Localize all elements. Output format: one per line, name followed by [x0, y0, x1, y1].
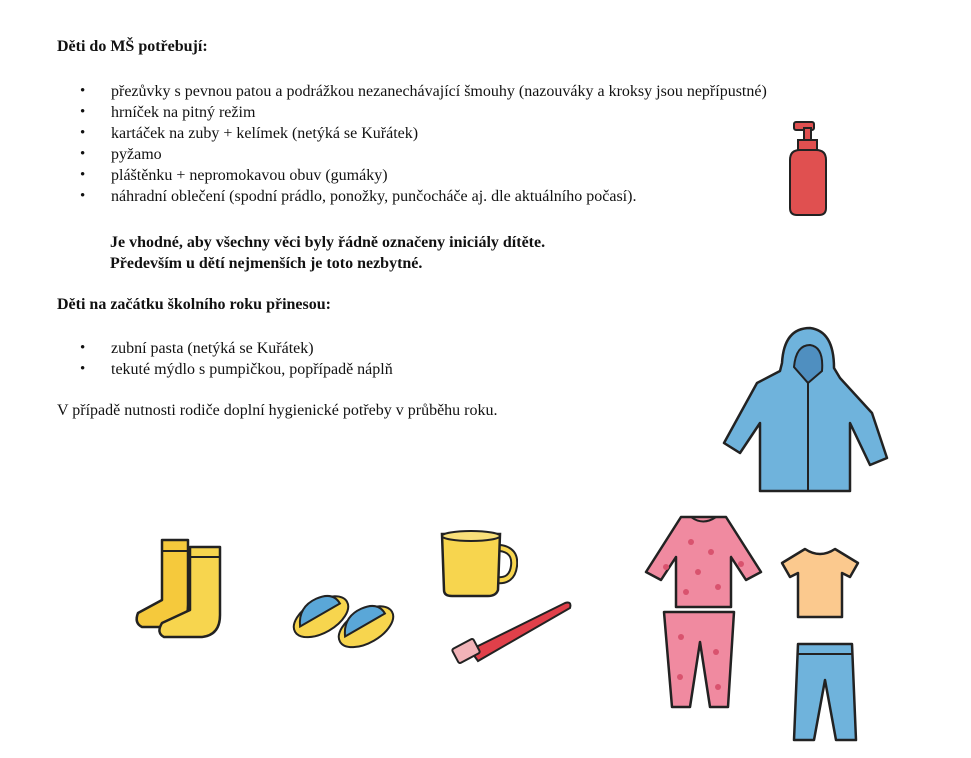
list-item: • přezůvky s pevnou patou a podrážkou nezanechávající šmouhy (nazouváky a kroksy jsou nepřípustné) — [80, 83, 767, 100]
needs-list — [80, 81, 767, 207]
pajamas-icon — [636, 512, 771, 712]
list-item: • hrníček na pitný režim — [80, 104, 256, 121]
tshirt-icon — [780, 545, 860, 620]
bullet: • — [80, 125, 86, 141]
list-item: • náhradní oblečení (spodní prádlo, ponožky, punčocháče aj. dle aktuálního počasí). — [80, 188, 637, 205]
bring-list — [80, 338, 393, 380]
mug-icon — [438, 528, 518, 598]
bullet: • — [80, 83, 86, 99]
bullet: • — [80, 146, 86, 162]
slippers-icon — [285, 575, 405, 655]
list-item: • pláštěnku + nepromokavou obuv (gumáky) — [80, 167, 388, 184]
soap-bottle-icon — [778, 120, 838, 220]
rain-boots-icon — [132, 535, 232, 645]
list-item: • kartáček na zuby + kelímek (netýká se Kuřátek) — [80, 125, 419, 142]
list-item: • tekuté mýdlo s pumpičkou, popřípadě náplň — [80, 361, 393, 378]
bullet: • — [80, 361, 86, 377]
list-item: • pyžamo — [80, 146, 162, 163]
section-heading-bring: Děti na začátku školního roku přinesou: — [57, 296, 331, 313]
toothbrush-icon — [450, 595, 575, 670]
bullet: • — [80, 104, 86, 120]
rain-jacket-icon — [722, 323, 892, 498]
bullet: • — [80, 188, 86, 204]
bullet: • — [80, 340, 86, 356]
section-heading-needs: Děti do MŠ potřebují: — [57, 38, 208, 55]
list-item: • zubní pasta (netýká se Kuřátek) — [80, 340, 314, 357]
bullet: • — [80, 167, 86, 183]
labeling-note-line2: Především u dětí nejmenších je toto nezbytné. — [110, 255, 423, 272]
closing-paragraph: V případě nutnosti rodiče doplní hygienické potřeby v průběhu roku. — [57, 402, 498, 419]
labeling-note-line1: Je vhodné, aby všechny věci byly řádně označeny iniciály dítěte. — [110, 234, 546, 251]
pants-icon — [790, 640, 860, 745]
